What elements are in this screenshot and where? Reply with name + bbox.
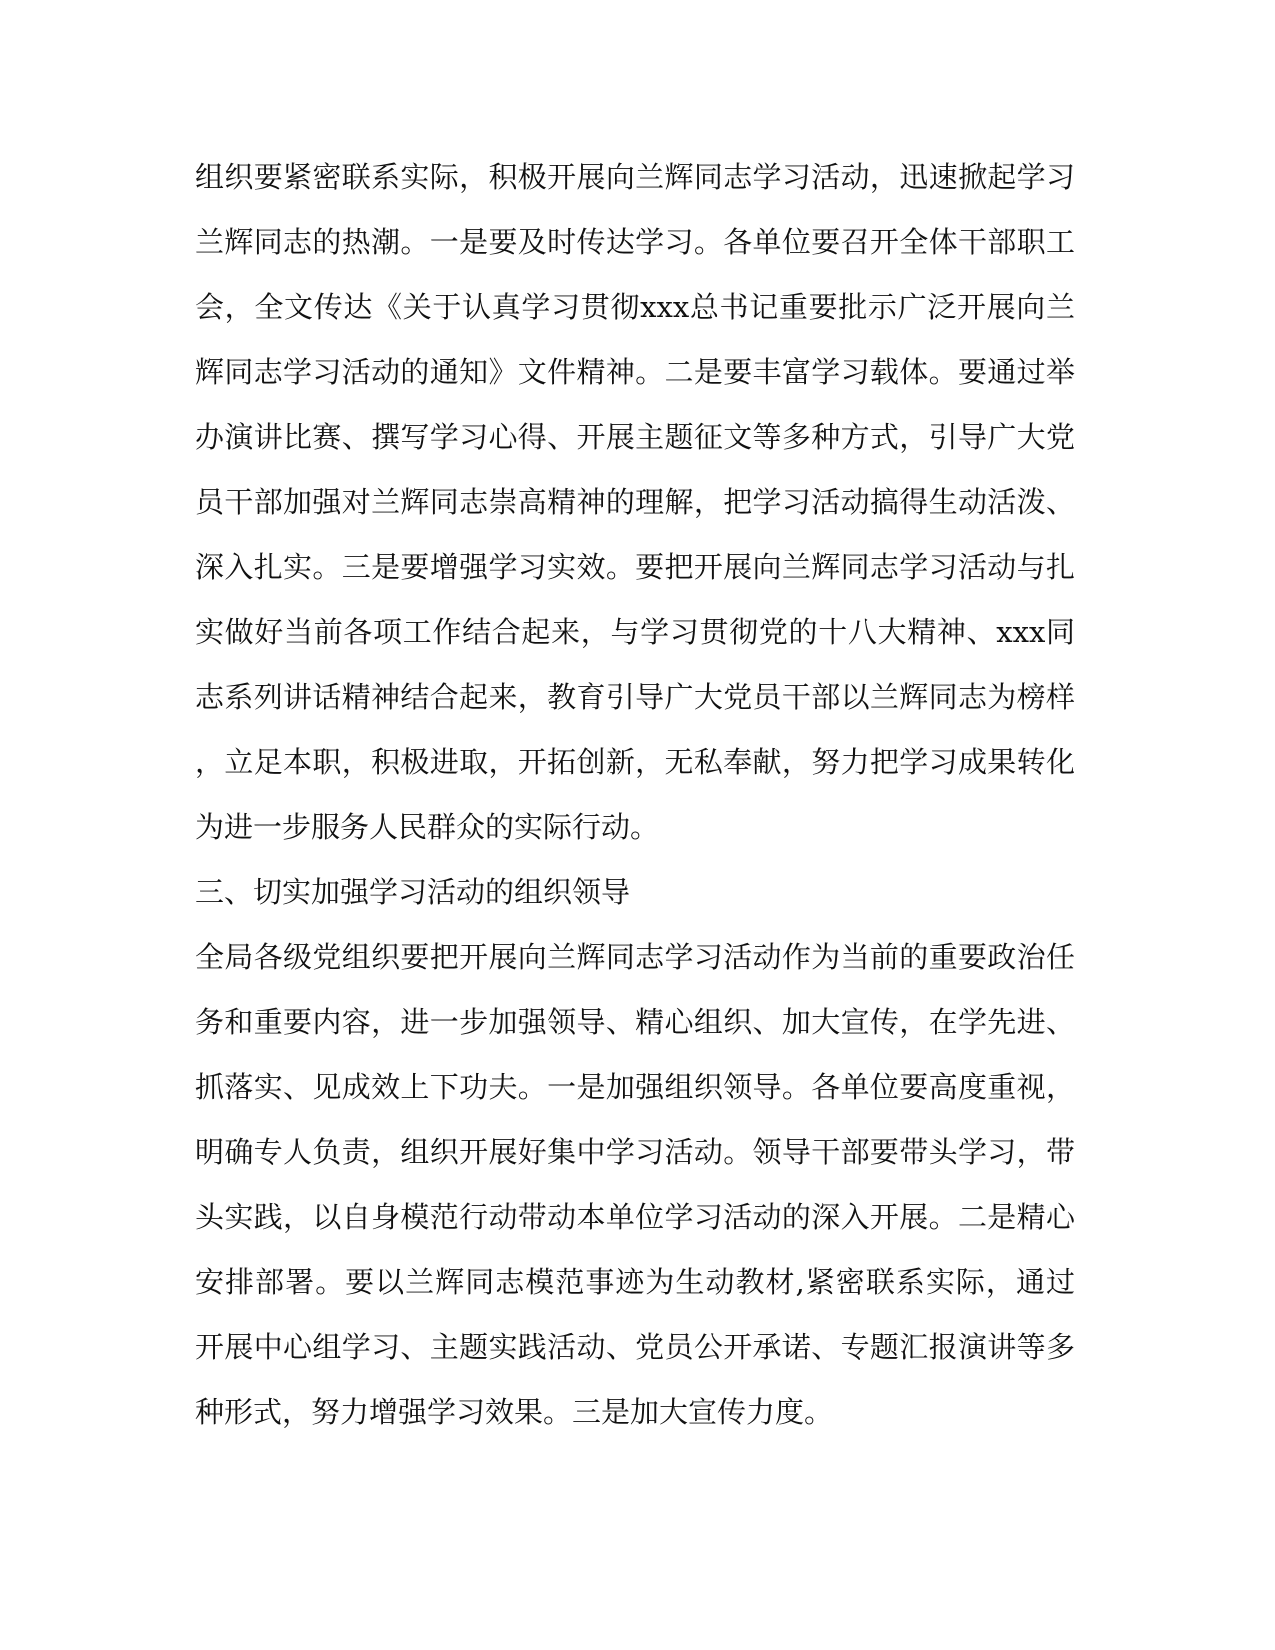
paragraph-2-line-7: 开展中心组学习、主题实践活动、党员公开承诺、专题汇报演讲等多 xyxy=(195,1330,1075,1364)
paragraph-2-line-1: 全局各级党组织要把开展向兰辉同志学习活动作为当前的重要政治任 xyxy=(195,940,1075,974)
paragraph-1-line-2: 兰辉同志的热潮。一是要及时传达学习。各单位要召开全体干部职工 xyxy=(195,225,1075,259)
paragraph-2-line-4: 明确专人负责，组织开展好集中学习活动。领导干部要带头学习，带 xyxy=(195,1135,1075,1169)
paragraph-2-line-3: 抓落实、见成效上下功夫。一是加强组织领导。各单位要高度重视， xyxy=(195,1070,1075,1104)
paragraph-1-line-5: 办演讲比赛、撰写学习心得、开展主题征文等多种方式，引导广大党 xyxy=(195,420,1075,454)
section-heading: 三、切实加强学习活动的组织领导 xyxy=(195,875,631,909)
paragraph-1-line-11: 为进一步服务人民群众的实际行动。 xyxy=(195,810,660,844)
paragraph-1-line-4: 辉同志学习活动的通知》文件精神。二是要丰富学习载体。要通过举 xyxy=(195,355,1075,389)
paragraph-1-line-6: 员干部加强对兰辉同志崇高精神的理解，把学习活动搞得生动活泼、 xyxy=(195,485,1075,519)
paragraph-1-line-10: ，立足本职，积极进取，开拓创新，无私奉献，努力把学习成果转化 xyxy=(195,745,1075,779)
paragraph-1-line-3: 会，全文传达《关于认真学习贯彻xxx总书记重要批示广泛开展向兰 xyxy=(195,290,1075,324)
paragraph-2-line-8: 种形式，努力增强学习效果。三是加大宣传力度。 xyxy=(195,1395,834,1429)
paragraph-2-line-5: 头实践，以自身模范行动带动本单位学习活动的深入开展。二是精心 xyxy=(195,1200,1075,1234)
paragraph-1-line-1: 组织要紧密联系实际，积极开展向兰辉同志学习活动，迅速掀起学习 xyxy=(195,160,1075,194)
paragraph-2-line-2: 务和重要内容，进一步加强领导、精心组织、加大宣传，在学先进、 xyxy=(195,1005,1075,1039)
paragraph-2-line-6: 安排部署。要以兰辉同志模范事迹为生动教材,紧密联系实际，通过 xyxy=(195,1265,1075,1299)
paragraph-1-line-7: 深入扎实。三是要增强学习实效。要把开展向兰辉同志学习活动与扎 xyxy=(195,550,1075,584)
paragraph-1-line-8: 实做好当前各项工作结合起来，与学习贯彻党的十八大精神、xxx同 xyxy=(195,615,1075,649)
paragraph-1-line-9: 志系列讲话精神结合起来，教育引导广大党员干部以兰辉同志为榜样 xyxy=(195,680,1075,714)
body-text xyxy=(195,145,1075,1445)
